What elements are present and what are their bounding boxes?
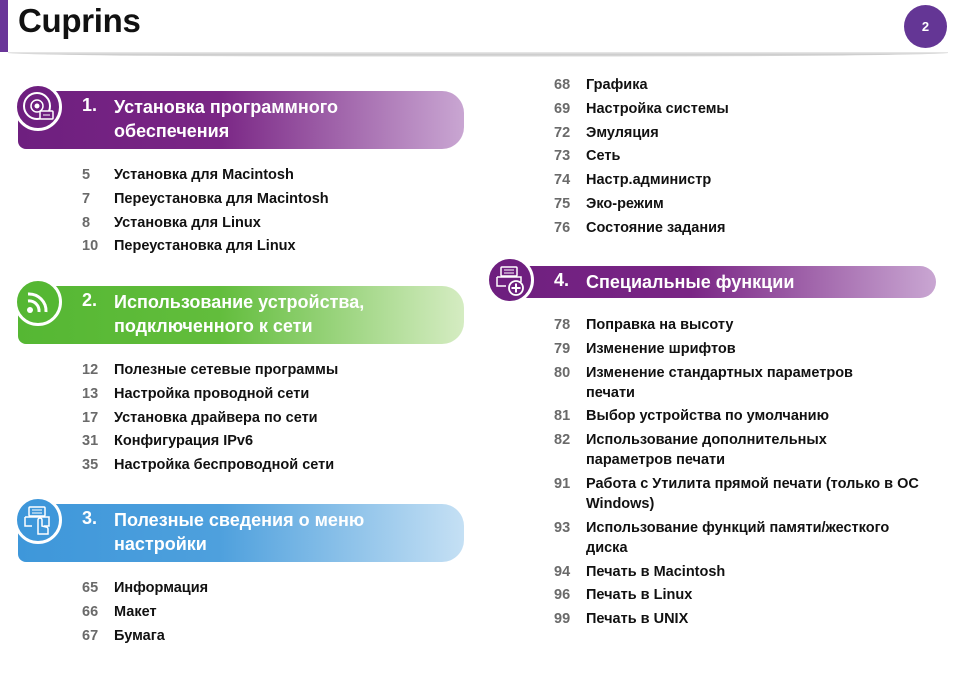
toc-item[interactable] (554, 474, 934, 514)
section-title: Установка программного обеспечения (114, 97, 338, 141)
section-title: Использование устройства, подключенного к сети (114, 292, 365, 336)
toc-page-number: 12 (82, 362, 99, 378)
toc-item[interactable] (82, 408, 338, 428)
disc-install-icon (14, 83, 62, 131)
toc-item[interactable] (82, 455, 338, 475)
toc-item[interactable] (554, 315, 934, 335)
toc-item[interactable] (82, 431, 338, 451)
toc-page-number: 91 (554, 475, 571, 492)
toc-entry-text[interactable]: Использование дополнительных параметров печати (586, 432, 827, 469)
toc-page-number: 74 (554, 172, 571, 189)
toc-page-number: 13 (82, 385, 99, 402)
toc-entry-text[interactable]: Состояние задания (586, 219, 726, 236)
toc-page-number: 99 (554, 611, 571, 628)
page-title: Cuprins (18, 2, 141, 39)
toc-entry-text[interactable]: Работа с Утилита прямой печати (только в ОС Windows) (586, 475, 919, 512)
printer-touch-icon (14, 496, 62, 544)
toc-page-number: 67 (82, 627, 99, 644)
toc-entry-text[interactable]: Поправка на высоту (586, 317, 734, 333)
toc-page-number: 73 (554, 148, 571, 165)
toc-entry-text[interactable]: Переустановка для Macintosh (114, 190, 329, 207)
section-banner-3[interactable] (18, 504, 464, 562)
printer-plus-icon (486, 256, 534, 304)
toc-entry-text[interactable]: Макет (114, 603, 157, 620)
toc-page-number: 81 (554, 408, 571, 425)
toc-entry-text[interactable]: Печать в UNIX (586, 611, 689, 628)
toc-entry-text[interactable]: Печать в Linux (586, 587, 693, 604)
toc-item[interactable] (554, 339, 934, 359)
toc-page-number: 66 (82, 603, 99, 620)
toc-item[interactable] (554, 609, 934, 629)
toc-entry-text[interactable]: Графика (586, 77, 648, 93)
toc-entry-text[interactable]: Настройка проводной сети (114, 385, 310, 402)
toc-item[interactable] (554, 518, 934, 558)
toc-item[interactable] (554, 363, 934, 403)
toc-entry-text[interactable]: Установка драйвера по сети (114, 409, 318, 426)
toc-item[interactable] (82, 384, 338, 404)
toc-page-number: 31 (82, 433, 99, 450)
toc-page-number: 7 (82, 190, 91, 207)
toc-item[interactable] (82, 213, 329, 233)
toc-item[interactable] (554, 123, 729, 143)
toc-page-number: 10 (82, 238, 99, 255)
toc-page-number: 93 (554, 519, 571, 536)
toc-entry-text[interactable]: Полезные сетевые программы (114, 362, 339, 378)
toc-page-number: 68 (554, 77, 571, 93)
toc-item[interactable] (554, 99, 729, 119)
toc-item[interactable] (82, 360, 338, 380)
toc-entry-text[interactable]: Эко-режим (586, 195, 664, 212)
section-number: 1. (82, 95, 98, 115)
toc-page-number: 5 (82, 167, 91, 183)
toc-entry-text[interactable]: Конфигурация IPv6 (114, 433, 254, 450)
toc-page-number: 78 (554, 317, 571, 333)
toc-item[interactable] (82, 236, 329, 256)
page-number-badge: 2 (904, 5, 947, 48)
toc-page-number: 79 (554, 340, 571, 357)
toc-item[interactable] (82, 602, 208, 622)
toc-item[interactable] (554, 585, 934, 605)
toc-page-number: 82 (554, 432, 571, 449)
toc-list-section-2 (82, 360, 338, 479)
toc-page-number: 80 (554, 364, 571, 381)
section-number: 2. (82, 290, 98, 310)
section-number: 4. (554, 270, 570, 290)
toc-item[interactable] (554, 406, 934, 426)
toc-item[interactable] (554, 430, 934, 470)
toc-item[interactable] (554, 562, 934, 582)
toc-item[interactable] (554, 194, 729, 214)
toc-item[interactable] (554, 170, 729, 190)
toc-entry-text[interactable]: Установка для Macintosh (114, 167, 294, 183)
toc-item[interactable] (554, 218, 729, 238)
toc-entry-text[interactable]: Настройка беспроводной сети (114, 457, 335, 474)
toc-item[interactable] (82, 165, 329, 185)
toc-page-number: 17 (82, 409, 99, 426)
toc-entry-text[interactable]: Настройка системы (586, 100, 729, 117)
toc-item[interactable] (554, 75, 729, 95)
toc-entry-text[interactable]: Переустановка для Linux (114, 238, 296, 255)
toc-item[interactable] (82, 578, 208, 598)
toc-page-number: 8 (82, 214, 91, 231)
toc-list-section-3a (82, 578, 208, 649)
toc-entry-text[interactable]: Изменение шрифтов (586, 340, 736, 357)
toc-entry-text[interactable]: Использование функций памяти/жесткого диска (586, 519, 890, 556)
section-number: 3. (82, 508, 98, 528)
toc-page-number: 65 (82, 580, 99, 596)
toc-page-number: 96 (554, 587, 571, 604)
toc-item[interactable] (82, 626, 208, 646)
toc-page-number: 94 (554, 563, 571, 580)
section-banner-1[interactable] (18, 91, 464, 149)
toc-page-number: 69 (554, 100, 571, 117)
toc-entry-text[interactable]: Настр.администр (586, 172, 712, 189)
toc-entry-text[interactable]: Установка для Linux (114, 214, 261, 231)
toc-page-number: 72 (554, 124, 571, 141)
toc-entry-text[interactable]: Выбор устройства по умолчанию (586, 408, 829, 425)
toc-entry-text[interactable]: Изменение стандартных параметров печати (586, 364, 853, 401)
toc-entry-text[interactable]: Печать в Macintosh (586, 563, 726, 580)
wifi-icon (14, 278, 62, 326)
header-divider (8, 52, 948, 57)
toc-entry-text[interactable]: Информация (114, 580, 209, 596)
toc-entry-text[interactable]: Бумага (114, 627, 165, 644)
toc-page-number: 35 (82, 457, 99, 474)
section-banner-4[interactable] (490, 266, 936, 298)
toc-item[interactable] (82, 189, 329, 209)
section-title: Специальные функции (586, 272, 795, 292)
toc-list-section-3b (554, 75, 729, 242)
toc-list-section-1 (82, 165, 329, 260)
toc-entry-text[interactable]: Сеть (586, 148, 621, 165)
section-title: Полезные сведения о меню настройки (114, 510, 365, 554)
toc-page-number: 76 (554, 219, 571, 236)
section-banner-2[interactable] (18, 286, 464, 344)
toc-list-section-4 (554, 315, 934, 633)
toc-entry-text[interactable]: Эмуляция (586, 124, 659, 141)
toc-item[interactable] (554, 146, 729, 166)
header-accent-bar (0, 0, 8, 52)
toc-page-number: 75 (554, 195, 571, 212)
